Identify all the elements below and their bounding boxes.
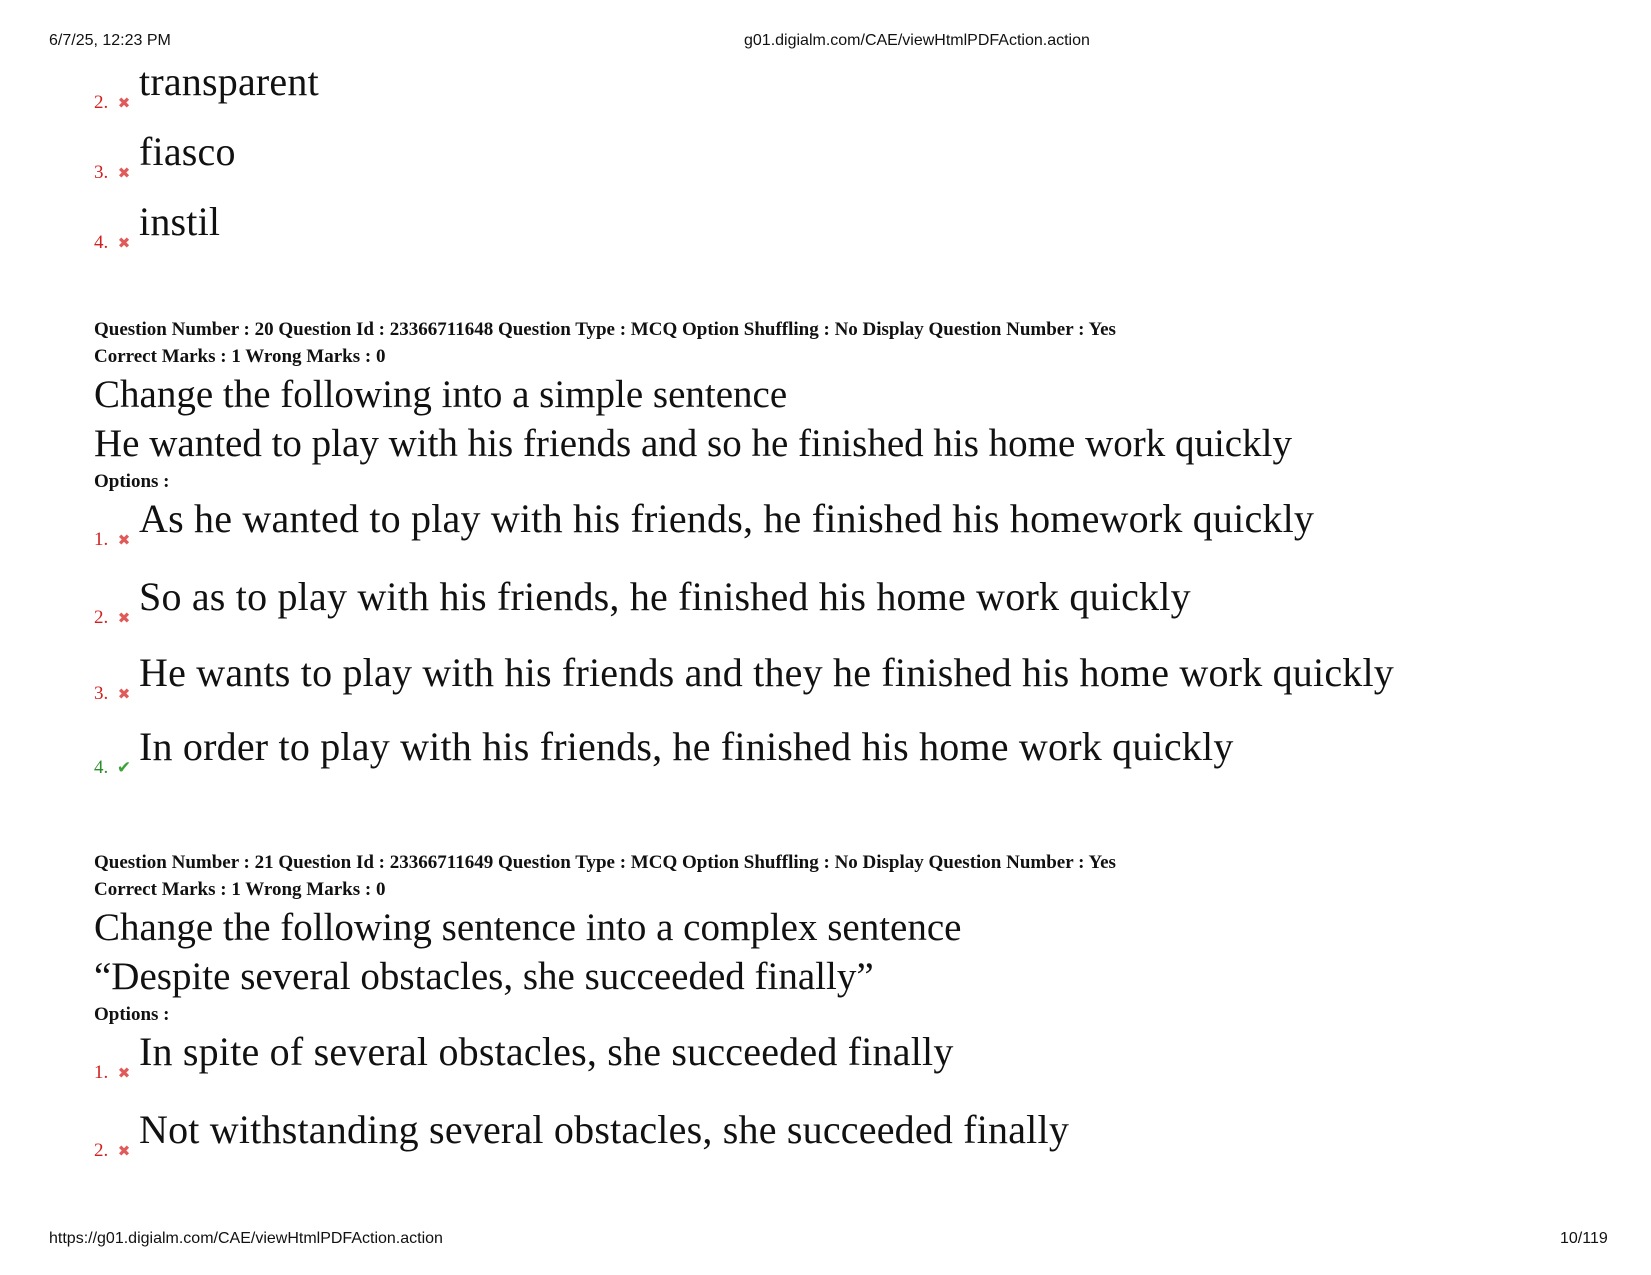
cross-icon: ✖: [117, 234, 131, 252]
option-text: He wants to play with his friends and they he finished his home work quickly: [139, 650, 1394, 695]
question-stem: “Despite several obstacles, she succeeded finally”: [94, 955, 874, 998]
option-row: [94, 1090, 1574, 1168]
check-icon: ✔: [116, 758, 132, 778]
question-meta: Question Number : 20 Question Id : 23366711648 Question Type : MCQ Option Shuffling : No Display Question Number : Yes: [94, 319, 1116, 340]
cross-icon: ✖: [117, 164, 131, 182]
cross-icon: ✖: [117, 531, 131, 549]
option-text: transparent: [139, 59, 319, 104]
option-row: [94, 190, 1574, 260]
option-number: 3.: [94, 683, 109, 704]
question-block: [94, 849, 1574, 1168]
option-row: [94, 495, 1574, 557]
option-row: [94, 1028, 1574, 1090]
option-number: 2.: [94, 1140, 109, 1161]
option-text: In order to play with his friends, he finished his home work quickly: [139, 724, 1234, 769]
question-paper: [94, 50, 1574, 1168]
options-label: Options :: [94, 471, 170, 492]
option-number: 1.: [94, 1062, 109, 1083]
question-stem: He wanted to play with his friends and so he finished his home work quickly: [94, 422, 1292, 465]
option-number: 1.: [94, 529, 109, 550]
options-label: Options :: [94, 1004, 170, 1025]
option-text: fiasco: [139, 129, 236, 174]
cross-icon: ✖: [117, 94, 131, 112]
print-datetime: 6/7/25, 12:23 PM: [49, 32, 171, 49]
cross-icon: ✖: [117, 685, 131, 703]
option-row: [94, 557, 1574, 635]
marks-meta: Correct Marks : 1 Wrong Marks : 0: [94, 879, 386, 900]
cross-icon: ✖: [117, 609, 131, 627]
option-text: Not withstanding several obstacles, she succeeded finally: [139, 1107, 1070, 1152]
cross-icon: ✖: [117, 1064, 131, 1082]
question-stem: Change the following into a simple sentence: [94, 373, 788, 416]
option-row: [94, 711, 1574, 785]
option-text: As he wanted to play with his friends, he finished his homework quickly: [139, 496, 1315, 541]
option-row: [94, 635, 1574, 711]
option-text: So as to play with his friends, he finished his home work quickly: [139, 574, 1191, 619]
option-number: 4.: [94, 232, 109, 253]
option-row: [94, 120, 1574, 190]
option-text: instil: [139, 199, 221, 244]
option-text: In spite of several obstacles, she succeeded finally: [139, 1029, 954, 1074]
previous-question-options: [94, 50, 1574, 260]
option-row: [94, 50, 1574, 120]
page-number: 10/119: [1560, 1230, 1608, 1247]
question-stem: Change the following sentence into a complex sentence: [94, 906, 962, 949]
option-number: 3.: [94, 162, 109, 183]
question-block: [94, 316, 1574, 785]
cross-icon: ✖: [117, 1142, 131, 1160]
option-number: 2.: [94, 92, 109, 113]
print-header-url: g01.digialm.com/CAE/viewHtmlPDFAction.action: [744, 32, 1090, 49]
option-number: 2.: [94, 607, 109, 628]
print-footer-url: https://g01.digialm.com/CAE/viewHtmlPDFAction.action: [49, 1230, 443, 1247]
question-meta: Question Number : 21 Question Id : 23366711649 Question Type : MCQ Option Shuffling : No Display Question Number : Yes: [94, 852, 1116, 873]
marks-meta: Correct Marks : 1 Wrong Marks : 0: [94, 346, 386, 367]
option-number: 4.: [94, 757, 109, 778]
